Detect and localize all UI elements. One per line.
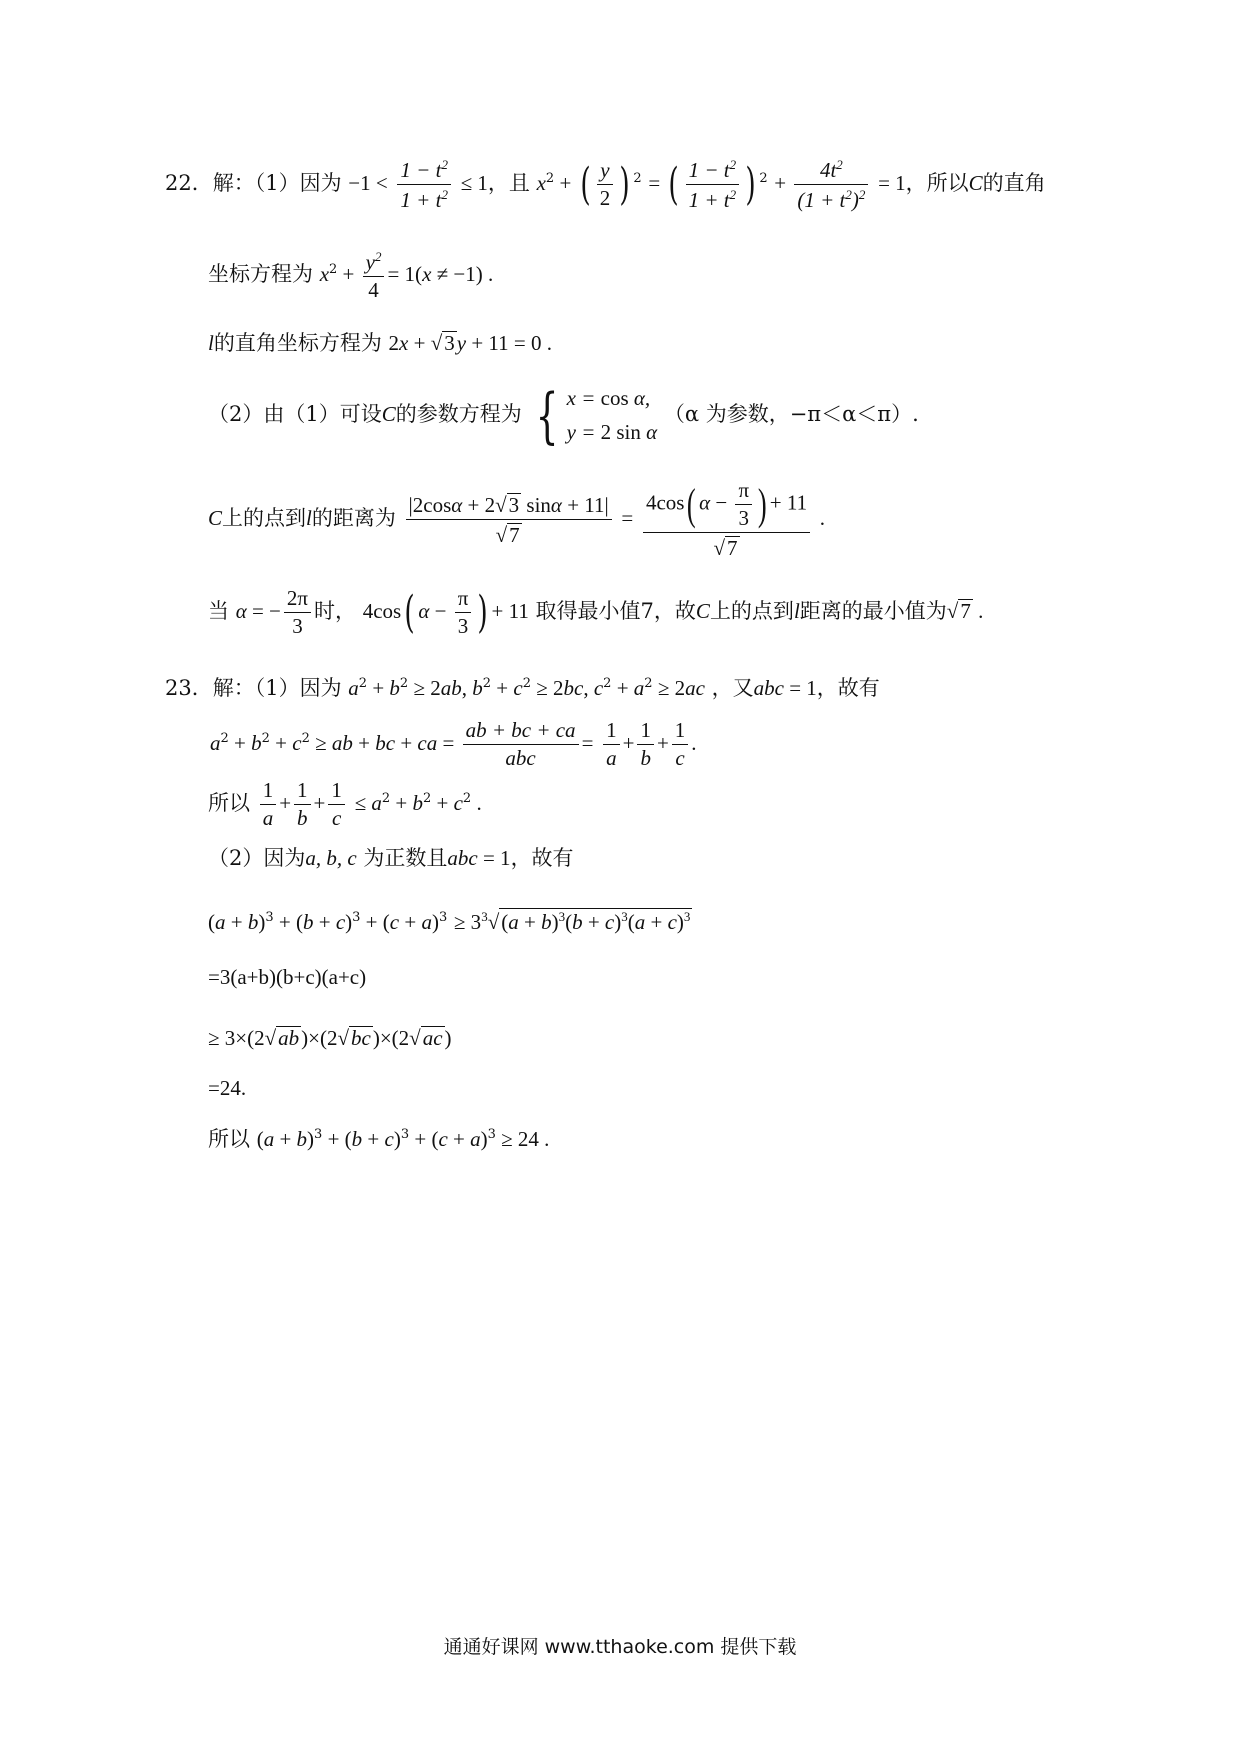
q22-text-so: ，所以 xyxy=(905,171,969,195)
q22-text-rect: 的直角 xyxy=(982,171,1046,195)
q23-p2-tail: ，故有 xyxy=(510,846,574,870)
q22-number: 22． xyxy=(165,171,213,195)
q22-when-tail: 取得最小值7，故 xyxy=(535,599,696,623)
q22-line6: 当 α = − $\frac{2\pi}{3}$ 时， 4cos( α − $\frac{\pi}{3}$ ) + 11 取得最小值7，故C上的点到l距离的最小值为√7 . xyxy=(208,586,984,638)
q23-p1-tail: ，故有 xyxy=(816,676,880,700)
q23-line1: 23．解：（1）因为 $a^2 + b^2 \ge 2ab$, $b^2 + c^2 \ge 2bc$, $c^2 + a^2 \ge 2ac$ ，又abc = 1，故有 xyxy=(165,676,880,700)
q23-p1-mid: ，又 xyxy=(711,676,754,700)
q22-when-tail2: 上的点到 xyxy=(709,599,794,623)
q22-part2-note: （α 为参数，−π＜α＜π）. xyxy=(663,402,919,427)
q23-line5: $(a + b)^3 + (b + c)^3 + (c + a)^3 \ge 3^3√(a + b)^3(b + c)^3(a + c)^3$ xyxy=(208,909,691,934)
q22-when-tail3: 距离的最小值为 xyxy=(799,599,947,623)
q23-final-prefix: 所以 xyxy=(208,1127,250,1151)
q23-line4: （2）因为a, b, c 为正数且abc = 1，故有 xyxy=(208,846,574,870)
q23-p1-prefix: 解：（1）因为 xyxy=(212,676,342,700)
q23-line6: =3(a+b)(b+c)(a+c) xyxy=(208,965,367,989)
q23-line2: $a^2 + b^2 + c^2$ ≥ ab + bc + ca = $\frac{ab + bc + ca}{\text{abc}}$ = $\frac{1}{a}$ + $\frac{1}{b}$ + $\frac{1}{c}$ . xyxy=(210,718,697,770)
q23-line3: 所以 $\frac{1}{a}$ + $\frac{1}{b}$ + $\frac{1}{c}$ ≤ $a^2 + b^2 + c^2$ . xyxy=(208,778,482,830)
q22-when-mid: 时， xyxy=(314,599,357,623)
q22-dist-frac2: 4cos( α − $\frac{\pi}{3}$ ) + 11 √7 xyxy=(643,480,810,559)
q23-line7: ≥ 3×(2√ab)×(2√bc)×(2√ac) xyxy=(208,1026,452,1050)
q22-param-system: x = cos α, y = 2 sin α xyxy=(566,386,658,444)
q22-line5: C上的点到l的距离为 $\frac{|2\cos\alpha + 2√3 \sin\alpha + 11|}{√7}$ = 4cos( α − $\frac{\pi}{3}$ ) + 11 √7 . xyxy=(208,478,826,560)
q23-line9: 所以 $(a + b)^3 + (b + c)^3 + (c + a)^3 \ge 24$ . xyxy=(208,1127,550,1151)
q23-so-prefix: 所以 xyxy=(208,791,250,815)
q23-p2-mid: 为正数且 xyxy=(363,846,448,870)
q22-when-prefix: 当 xyxy=(208,599,229,623)
q22-line1: 22．解：（1）因为 −1 < $\frac{1 - t^2}{1 + t^2}$ ≤ 1，且 $x^2$ + ( $\frac{y}{2}$ ) $^2$ = ( $\frac{1 - t^2}{1 + t^2}$ ) $^2$ + $\frac{4t^2}{(1 + t^2)^2}$ = 1，所以C的直角 xyxy=(165,157,1046,212)
q22-text-and: ，且 xyxy=(487,171,530,195)
q22-line4: （2）由（1）可设C的参数方程为 { x = cos α, y = 2 sin α （α 为参数，−π＜α＜π）. xyxy=(208,380,919,451)
q22-line3: l的直角坐标方程为 2x + √3y + 11 = 0 . xyxy=(208,331,552,355)
q22-part2-mid: 的参数方程为 xyxy=(395,402,522,427)
q23-line8: =24. xyxy=(208,1076,247,1100)
q22-coord-eq-prefix: 坐标方程为 xyxy=(208,262,313,286)
q23-p2-prefix: （2）因为 xyxy=(208,846,306,870)
q22-line2: 坐标方程为 $x^2$ + $\frac{y^2}{4}$ = 1(x ≠ −1) . xyxy=(208,249,494,302)
q22-frac-t: $\frac{1 - t^2}{1 + t^2}$ xyxy=(397,158,451,211)
q23-number: 23． xyxy=(165,676,213,700)
footer-credit: 通通好课网 www.tthaoke.com 提供下载 xyxy=(443,1636,797,1658)
q22-dist-frac1: $\frac{|2\cos\alpha + 2√3 \sin\alpha + 11|}{√7}$ xyxy=(406,493,612,546)
q22-l-eq-prefix: 的直角坐标方程为 xyxy=(213,331,382,355)
q22-dist-prefix: 上的点到 xyxy=(222,506,307,530)
q22-dist-mid: 的距离为 xyxy=(311,506,396,530)
q22-part2-prefix: （2）由（1）可设 xyxy=(208,402,382,427)
q22-text-because: 解：（1）因为 xyxy=(212,171,342,195)
